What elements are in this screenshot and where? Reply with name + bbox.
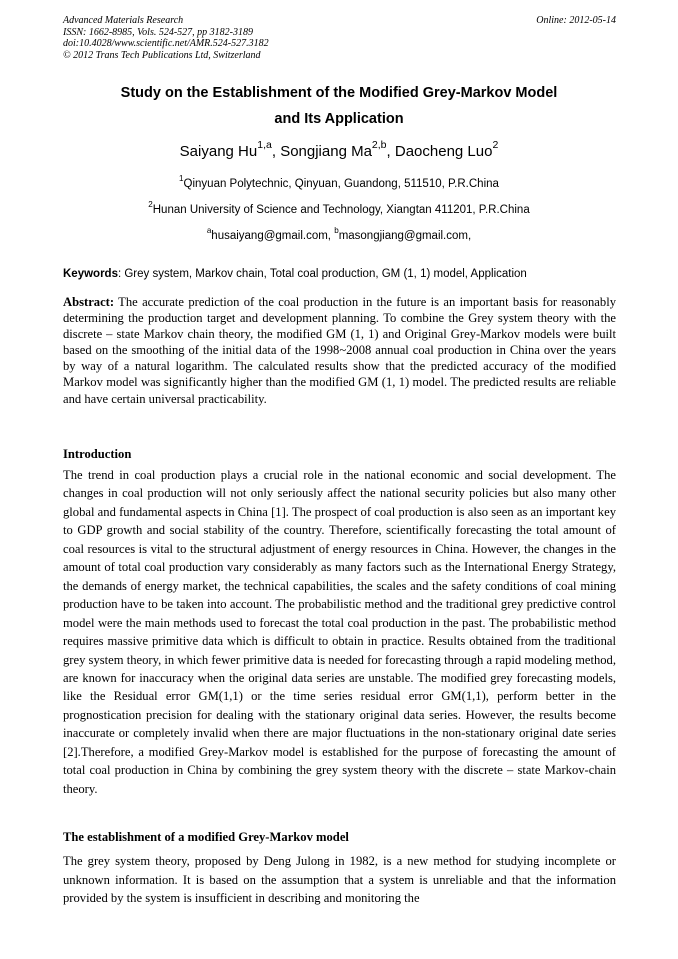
abstract-label: Abstract: <box>63 295 115 309</box>
affiliation-text: Qinyuan Polytechnic, Qinyuan, Guandong, 511510, P.R.China <box>183 178 499 190</box>
journal-name: Advanced Materials Research <box>63 15 184 26</box>
journal-issn: ISSN: 1662-8985, Vols. 524-527, pp 3182-3189 <box>63 26 253 38</box>
journal-copyright: © 2012 Trans Tech Publications Ltd, Switzerland <box>63 49 261 61</box>
abstract-text: The accurate prediction of the coal production in the future is an important basis for reasonably determining the production target and development planning. To combine the Grey system theory with the discrete – state Markov chain theory, the modified GM (1, 1) and Original Grey-Markov models were built based on the smoothing of the initial data of the 1998~2008 annual coal production in China over the years by way of a natural logarithm. The calculated results show that the predicted accuracy of the modified Markov model was significantly higher than the modified GM (1, 1) model. The predicted results are reliable and have certain universal practicability. <box>63 295 616 406</box>
affiliation-1 <box>40 173 638 192</box>
online-date: Online: 2012-05-14 <box>536 15 616 26</box>
author-affiliation-marker: 2,b <box>371 139 387 152</box>
journal-header <box>63 15 616 61</box>
section-heading-introduction: Introduction <box>63 447 132 461</box>
abstract-block <box>63 294 616 407</box>
establishment-paragraph: The grey system theory, proposed by Deng Julong in 1982, is a new method for studying incomplete or unknown information. It is based on the assumption that a system is unreliable and that the information provided by the system is insufficient in describing and monitoring the <box>63 854 616 905</box>
keywords-text: : Grey system, Markov chain, Total coal production, GM (1, 1) model, Application <box>117 268 527 280</box>
keywords-label: Keywords <box>63 268 118 280</box>
paper-title <box>40 80 638 132</box>
affiliation-2 <box>40 199 638 218</box>
email-link[interactable]: husaiyang@gmail.com, <box>211 230 335 242</box>
author-name: Saiyang Hu <box>179 143 258 160</box>
title-line-1: Study on the Establishment of the Modified Grey-Markov Model <box>120 85 558 101</box>
title-line-2: and Its Application <box>274 111 404 127</box>
keywords-block <box>63 266 616 282</box>
section-heading-establishment: The establishment of a modified Grey-Markov model <box>63 830 349 844</box>
email-marker: b <box>334 225 339 235</box>
author-separator: , <box>271 143 281 160</box>
author-affiliation-marker: 2 <box>492 139 499 152</box>
author-emails <box>40 225 638 244</box>
affiliation-text: Hunan University of Science and Technology, Xiangtan 411201, P.R.China <box>152 204 530 216</box>
author-name: Songjiang Ma <box>280 143 372 160</box>
email-marker: a <box>206 225 212 235</box>
author-name: Daocheng Luo <box>394 143 493 160</box>
author-separator: , <box>386 143 395 160</box>
introduction-paragraph: The trend in coal production plays a crucial role in the national economic and social development. The changes in coal production will not only seriously affect the national security policies but also many other global and fundamental aspects in China [1]. The prospect of coal production is also seen as an important key to GDP growth and social stability of the country. Therefore, scientifically forecasting the total amount of coal resources is vital to the structural adjustment of energy resources in China. However, the changes in the amount of total coal production vary considerably as many factors such as the International Energy Strategy, the demands of energy market, the technical capabilities, the scales and the safety conditions of coal mining production have to be taken into account. The probabilistic method and the traditional grey predictive control model were the main methods used to forecast the total coal production in the past. The probabilistic method requires massive primitive data which is difficult to obtain in practice. Results obtained from the traditional grey system theory, in which fewer primitive data is needed for forecasting through a rapid modeling method, are known for inaccuracy when the original data series are unstable. The modified grey forecasting models, like the Residual error GM(1,1) or the time series residual error GM(1,1), perform better in the prognostication precision for dealing with the stationary original data series. However, the results become inaccurate or completely invalid when there are major fluctuations in the non-stationary original date series [2].Therefore, a modified Grey-Markov model is established for the purpose of forecasting the amount of total coal production in China by combining the grey system theory with the discrete – state Markov-chain theory. <box>63 468 616 796</box>
author-affiliation-marker: 1,a <box>257 139 272 152</box>
affiliation-marker: 1 <box>179 173 184 183</box>
affiliation-marker: 2 <box>148 199 153 209</box>
journal-doi: doi:10.4028/www.scientific.net/AMR.524-527.3182 <box>63 38 269 49</box>
author-list <box>40 139 638 162</box>
email-link[interactable]: masongjiang@gmail.com, <box>338 230 472 242</box>
